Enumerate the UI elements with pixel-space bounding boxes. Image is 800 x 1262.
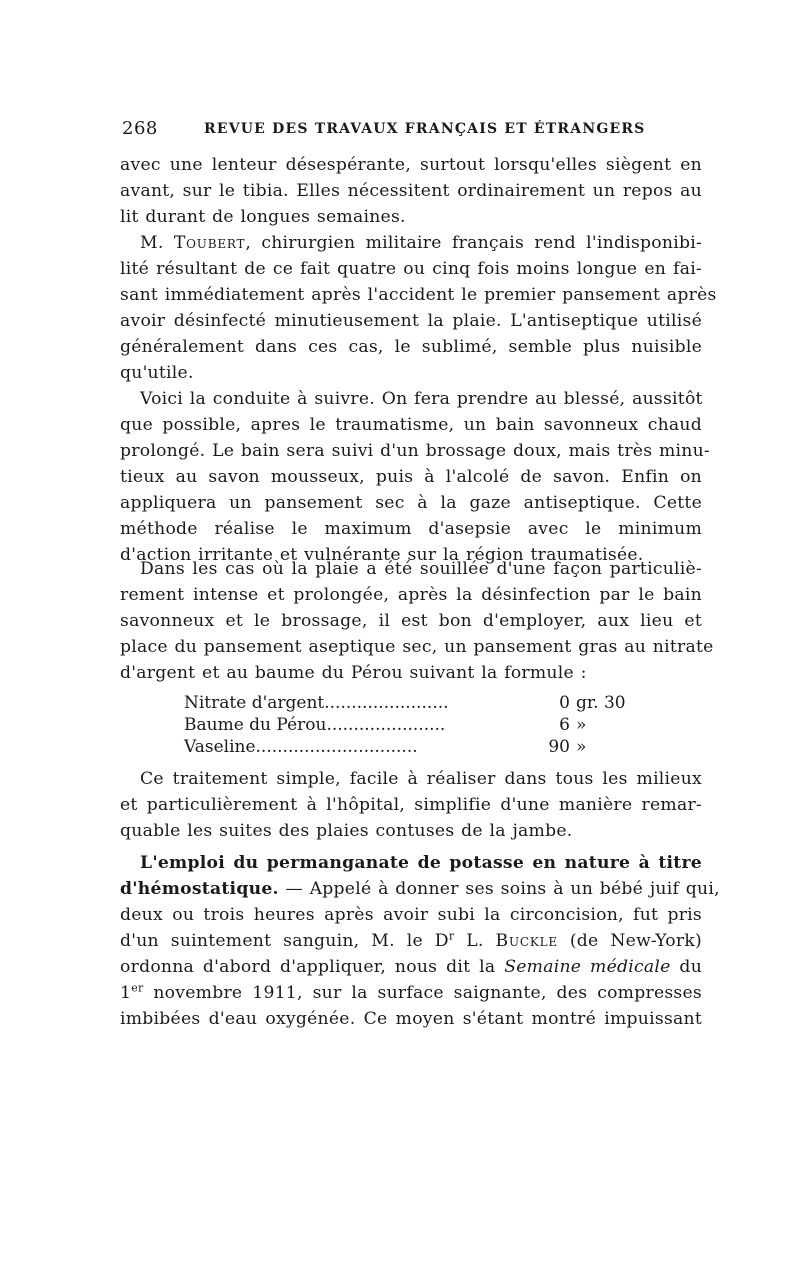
text-line: lit durant de longues semaines. [120, 207, 406, 227]
paragraph-3 [120, 386, 710, 568]
ingredient-name: Nitrate d'argent....................... [184, 693, 449, 713]
ingredient-name: Baume du Pérou...................... [184, 715, 446, 735]
text-span: du [670, 957, 703, 977]
text-line: Voici la conduite à suivre. On fera prendre au blessé, aussitôt [140, 389, 703, 409]
text-line: quable les suites des plaies contuses de la jambe. [120, 821, 573, 841]
text-span: novembre 1911, sur la surface saignante, des compresses [143, 983, 702, 1003]
text-span: M. [140, 233, 174, 253]
text-line: rement intense et prolongée, après la désinfection par le bain [120, 585, 702, 605]
text-line [120, 954, 702, 980]
formula-table [184, 692, 624, 758]
text-line: sant immédiatement après l'accident le premier pansement après [120, 285, 717, 305]
text-line: place du pansement aseptique sec, un pansement gras au nitrate [120, 637, 714, 657]
text-span: L. [454, 931, 496, 951]
text-line: deux ou trois heures après avoir subi la circoncision, fut pris [120, 905, 702, 925]
formula-row [184, 736, 624, 758]
journal-citation: Semaine médicale [504, 957, 671, 977]
text-span: d'un suintement sanguin, M. le D [120, 931, 449, 951]
paragraph-4 [120, 556, 714, 686]
section-heading: L'emploi du permanganate de potasse en nature à titre [140, 853, 702, 873]
text-line: tieux au savon mousseux, puis à l'alcolé de savon. Enfin on [120, 467, 702, 487]
text-span: (de New-York) [557, 931, 702, 951]
text-line: que possible, apres le traumatisme, un bain savonneux chaud [120, 415, 702, 435]
text-line: méthode réalise le maximum d'asepsie avec le minimum [120, 519, 702, 539]
text-line: Dans les cas où la plaie a été souillée d'une façon particuliè- [140, 559, 702, 579]
ingredient-quantity: 90 [548, 737, 570, 757]
text-span: , chirurgien militaire français rend l'indisponibi- [245, 233, 703, 253]
text-line: et particulièrement à l'hôpital, simplifie d'une manière remar- [120, 795, 702, 815]
text-line: avoir désinfecté minutieusement la plaie. L'antiseptique utilisé [120, 311, 702, 331]
author-name-buckle: Buckle [495, 931, 558, 951]
ingredient-quantity: 0 [559, 693, 570, 713]
text-line: prolongé. Le bain sera suivi d'un brossage doux, mais très minu- [120, 441, 710, 461]
superscript: er [131, 981, 144, 995]
superscript: r [448, 929, 455, 943]
paragraph-5 [120, 766, 702, 844]
paragraph-1 [120, 152, 702, 230]
text-line [120, 876, 720, 902]
paragraph-2 [120, 230, 717, 386]
text-line [120, 230, 702, 256]
ingredient-unit: » [576, 715, 587, 735]
text-line: avant, sur le tibia. Elles nécessitent ordinairement un repos au [120, 181, 702, 201]
text-span: — Appelé à donner ses soins à un bébé juif qui, [278, 879, 720, 899]
journal-title: REVUE DES TRAVAUX FRANÇAIS ET ÉTRANGERS [204, 121, 646, 137]
text-line: savonneux et le brossage, il est bon d'employer, aux lieu et [120, 611, 702, 631]
ingredient-unit: gr. 30 [576, 693, 626, 713]
author-name-toubert: Toubert [173, 233, 246, 253]
text-line [120, 980, 702, 1006]
text-line: Ce traitement simple, facile à réaliser dans tous les milieux [140, 769, 702, 789]
text-line: imbibées d'eau oxygénée. Ce moyen s'étant montré impuissant [120, 1009, 702, 1029]
formula-row [184, 692, 624, 714]
text-line: généralement dans ces cas, le sublimé, semble plus nuisible [120, 337, 702, 357]
text-line: avec une lenteur désespérante, surtout lorsqu'elles siègent en [120, 155, 702, 175]
ingredient-unit: » [576, 737, 587, 757]
text-span: 1 [120, 983, 132, 1003]
text-line: qu'utile. [120, 363, 194, 383]
text-line: lité résultant de ce fait quatre ou cinq fois moins longue en fai- [120, 259, 702, 279]
text-span: ordonna d'abord d'appliquer, nous dit la [120, 957, 505, 977]
running-head [122, 116, 702, 142]
section-heading-end: d'hémostatique. [120, 879, 279, 899]
text-line: appliquera un pansement sec à la gaze antiseptique. Cette [120, 493, 702, 513]
text-line: d'action irritante et vulnérante sur la région traumatisée. [120, 545, 644, 565]
formula-row [184, 714, 624, 736]
ingredient-name: Vaseline.............................. [184, 737, 418, 757]
ingredient-quantity: 6 [559, 715, 570, 735]
text-line: d'argent et au baume du Pérou suivant la formule : [120, 663, 587, 683]
page-number: 268 [122, 118, 158, 139]
text-line [120, 928, 702, 954]
paragraph-6 [120, 850, 720, 1032]
